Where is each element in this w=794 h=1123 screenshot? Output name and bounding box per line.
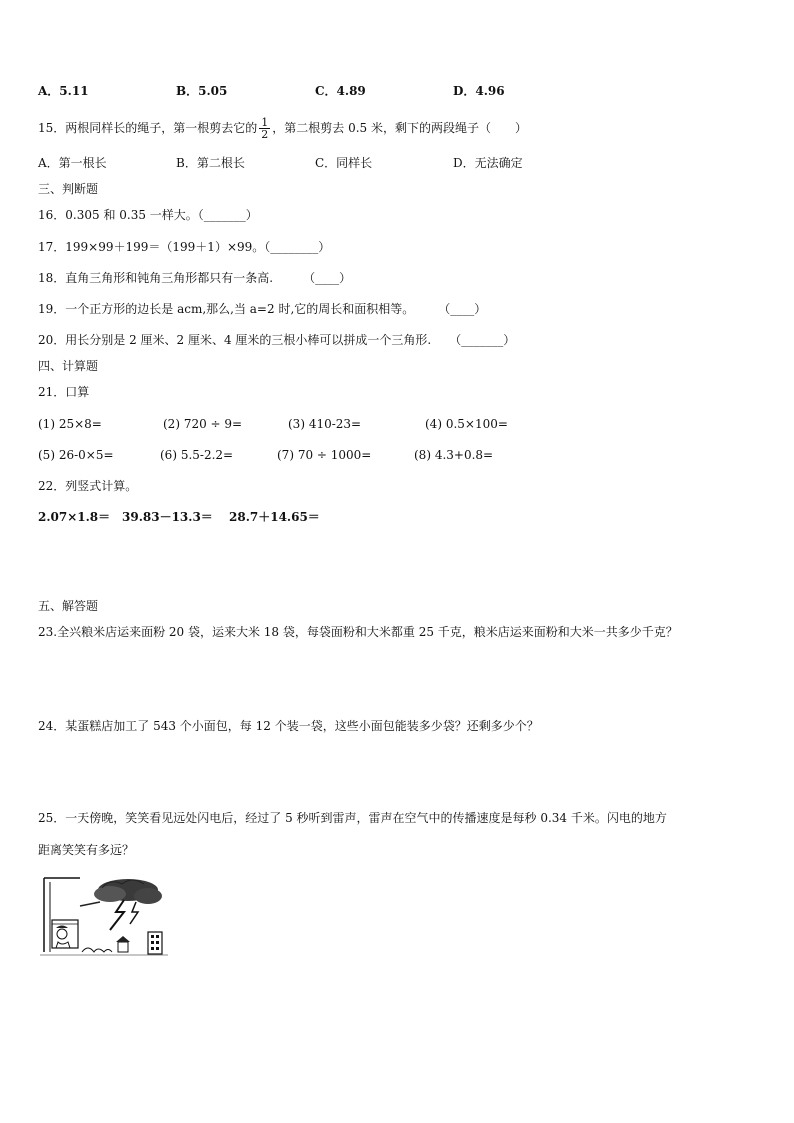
q21-item-8: (8) 4.3+0.8=	[414, 448, 494, 462]
q21-item-4: (4) 0.5×100=	[425, 417, 508, 431]
q15-option-a: A．第一根长	[38, 156, 107, 170]
q15-fraction-numerator: 1	[261, 116, 269, 129]
section-5-heading: 五、解答题	[38, 599, 99, 613]
q15-fraction	[259, 117, 270, 140]
q17-question: 17．199×99＋199＝（199＋1）×99。（________）	[38, 240, 331, 254]
q22-item-1: 2.07×1.8＝	[38, 510, 111, 524]
q22-item-2: 39.83－13.3＝	[122, 510, 213, 524]
lightning-illustration	[40, 872, 170, 962]
q21-item-1: (1) 25×8=	[38, 417, 102, 431]
q25-question-line-2: 距离笑笑有多远？	[38, 843, 135, 857]
q21-item-6: (6) 5.5-2.2=	[160, 448, 234, 462]
child-figure-icon	[56, 926, 70, 949]
q15-option-d: D．无法确定	[453, 156, 523, 170]
q24-question: 24．某蛋糕店加工了 543 个小面包，每 12 个装一袋，这些小面包能装多少袋？还剩多少个？	[38, 719, 539, 733]
q14-option-a: A．5.11	[38, 84, 89, 98]
q15-option-b: B．第二根长	[176, 156, 245, 170]
q23-question: 23.全兴粮米店运来面粉 20 袋，运来大米 18 袋，每袋面粉和大米都重 25 千克，粮米店运来面粉和大米一共多少千克？	[38, 625, 678, 639]
window-icon	[44, 878, 80, 952]
q15-fraction-denominator: 2	[261, 128, 269, 141]
q22-title: 22．列竖式计算。	[38, 479, 138, 493]
q22-item-3: 28.7＋14.65＝	[229, 510, 320, 524]
q14-option-d: D．4.96	[453, 84, 505, 98]
lightning-bolt-icon	[80, 900, 138, 930]
q14-option-c: C．4.89	[315, 84, 366, 98]
q15-option-c: C．同样长	[315, 156, 373, 170]
q20-question: 20．用长分别是 2 厘米、2 厘米、4 厘米的三根小棒可以拼成一个三角形. （_______）	[38, 333, 516, 347]
q15-question	[38, 117, 527, 140]
q16-question: 16．0.305 和 0.35 一样大。（_______）	[38, 208, 258, 222]
q19-question: 19．一个正方形的边长是 acm,那么,当 a=2 时,它的周长和面积相等。 （____）	[38, 302, 487, 316]
storm-cloud-icon	[94, 879, 162, 904]
q15-text-after: ，第二根剪去 0.5 米，剩下的两段绳子（ ）	[272, 121, 527, 135]
q15-text-before: 15．两根同样长的绳子，第一根剪去它的	[38, 121, 258, 135]
q21-item-3: (3) 410-23=	[288, 417, 362, 431]
q14-option-b: B．5.05	[176, 84, 228, 98]
section-3-heading: 三、判断题	[38, 182, 99, 196]
q21-item-7: (7) 70 ÷ 1000=	[277, 448, 372, 462]
section-4-heading: 四、计算题	[38, 359, 99, 373]
q21-item-2: (2) 720 ÷ 9=	[163, 417, 243, 431]
q18-question: 18．直角三角形和钝角三角形都只有一条高. （____）	[38, 271, 352, 285]
q21-item-5: (5) 26-0×5=	[38, 448, 114, 462]
q25-question-line-1: 25．一天傍晚，笑笑看见远处闪电后，经过了 5 秒听到雷声，雷声在空气中的传播速度是每秒 0.34 千米。闪电的地方	[38, 811, 667, 825]
q21-title: 21．口算	[38, 385, 90, 399]
